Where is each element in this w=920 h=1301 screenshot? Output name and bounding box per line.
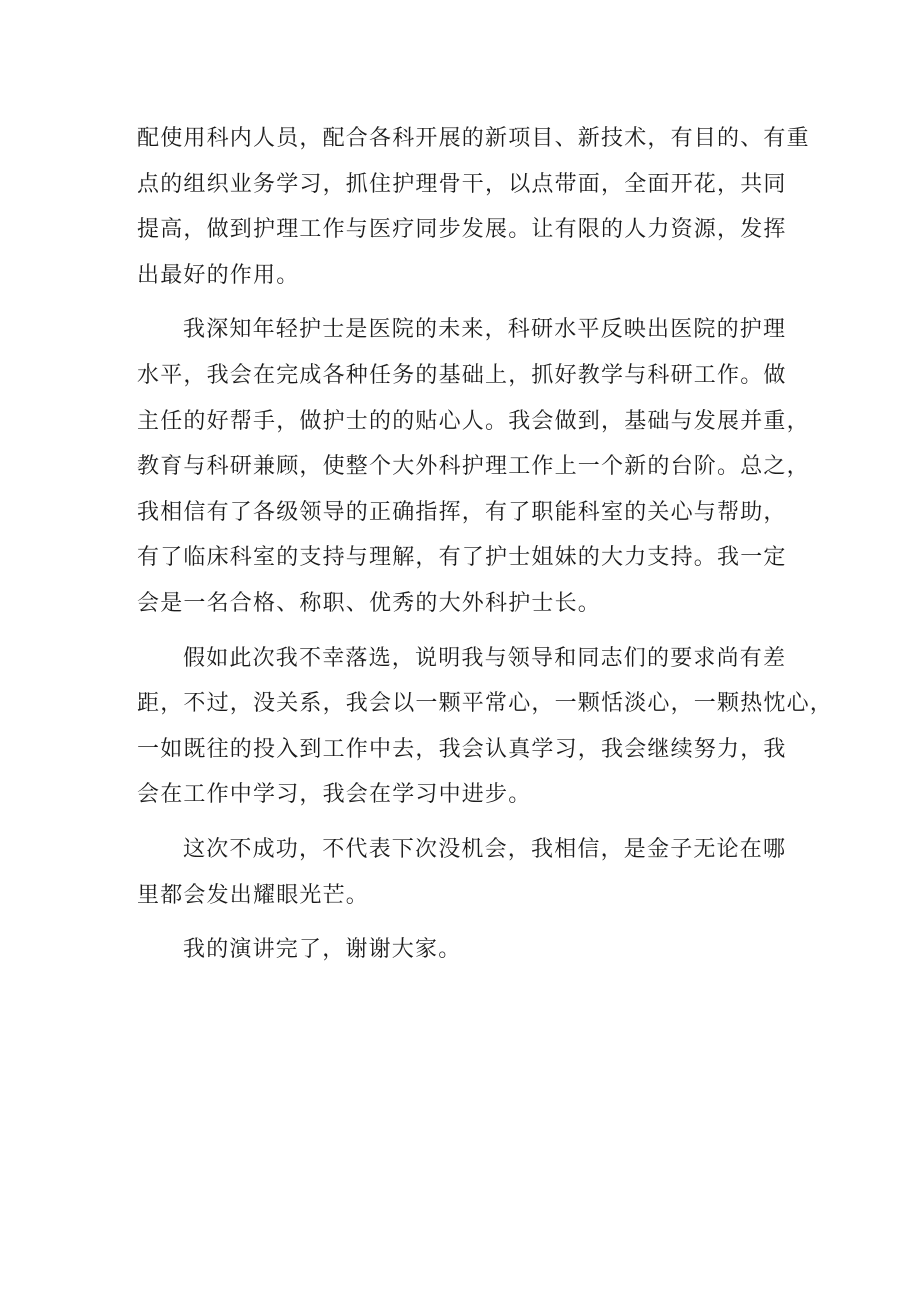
- text-line: 我相信有了各级领导的正确指挥，有了职能科室的关心与帮助，: [137, 499, 787, 525]
- text-line: 这次不成功，不代表下次没机会，我相信，是金子无论在哪: [183, 836, 787, 862]
- paragraph-5: [137, 927, 797, 973]
- text-line: 会是一名合格、称职、优秀的大外科护士长。: [137, 590, 602, 616]
- text-line: 会在工作中学习，我会在学习中进步。: [137, 782, 532, 808]
- document-body: [137, 116, 834, 973]
- text-line: 距，不过，没关系，我会以一颗平常心，一颗恬淡心，一颗热忱心，: [137, 691, 834, 717]
- paragraph-4: [137, 827, 797, 918]
- text-line: 我深知年轻护士是医院的未来，科研水平反映出医院的护理: [183, 317, 787, 343]
- paragraph-3: [137, 636, 834, 818]
- text-line: 主任的好帮手，做护士的的贴心人。我会做到，基础与发展并重，: [137, 408, 810, 434]
- text-line: 一如既往的投入到工作中去，我会认真学习，我会继续努力，我: [137, 736, 787, 762]
- text-line: 有了临床科室的支持与理解，有了护士姐妹的大力支持。我一定: [137, 545, 787, 571]
- text-line: 教育与科研兼顾，使整个大外科护理工作上一个新的台阶。总之，: [137, 454, 810, 480]
- paragraph-1: [137, 116, 810, 298]
- text-line: 提高，做到护理工作与医疗同步发展。让有限的人力资源，发挥: [137, 217, 787, 243]
- text-line: 配使用科内人员，配合各科开展的新项目、新技术，有目的、有重: [137, 126, 810, 151]
- text-line: 出最好的作用。: [137, 262, 300, 288]
- text-line: 我的演讲完了，谢谢大家。: [183, 937, 462, 963]
- text-line: 点的组织业务学习，抓住护理骨干，以点带面，全面开花，共同: [137, 171, 787, 197]
- text-line: 水平，我会在完成各种任务的基础上，抓好教学与科研工作。做: [137, 362, 787, 388]
- text-line: 假如此次我不幸落选，说明我与领导和同志们的要求尚有差: [183, 645, 787, 671]
- text-line: 里都会发出耀眼光芒。: [137, 882, 370, 908]
- paragraph-2: [137, 307, 810, 626]
